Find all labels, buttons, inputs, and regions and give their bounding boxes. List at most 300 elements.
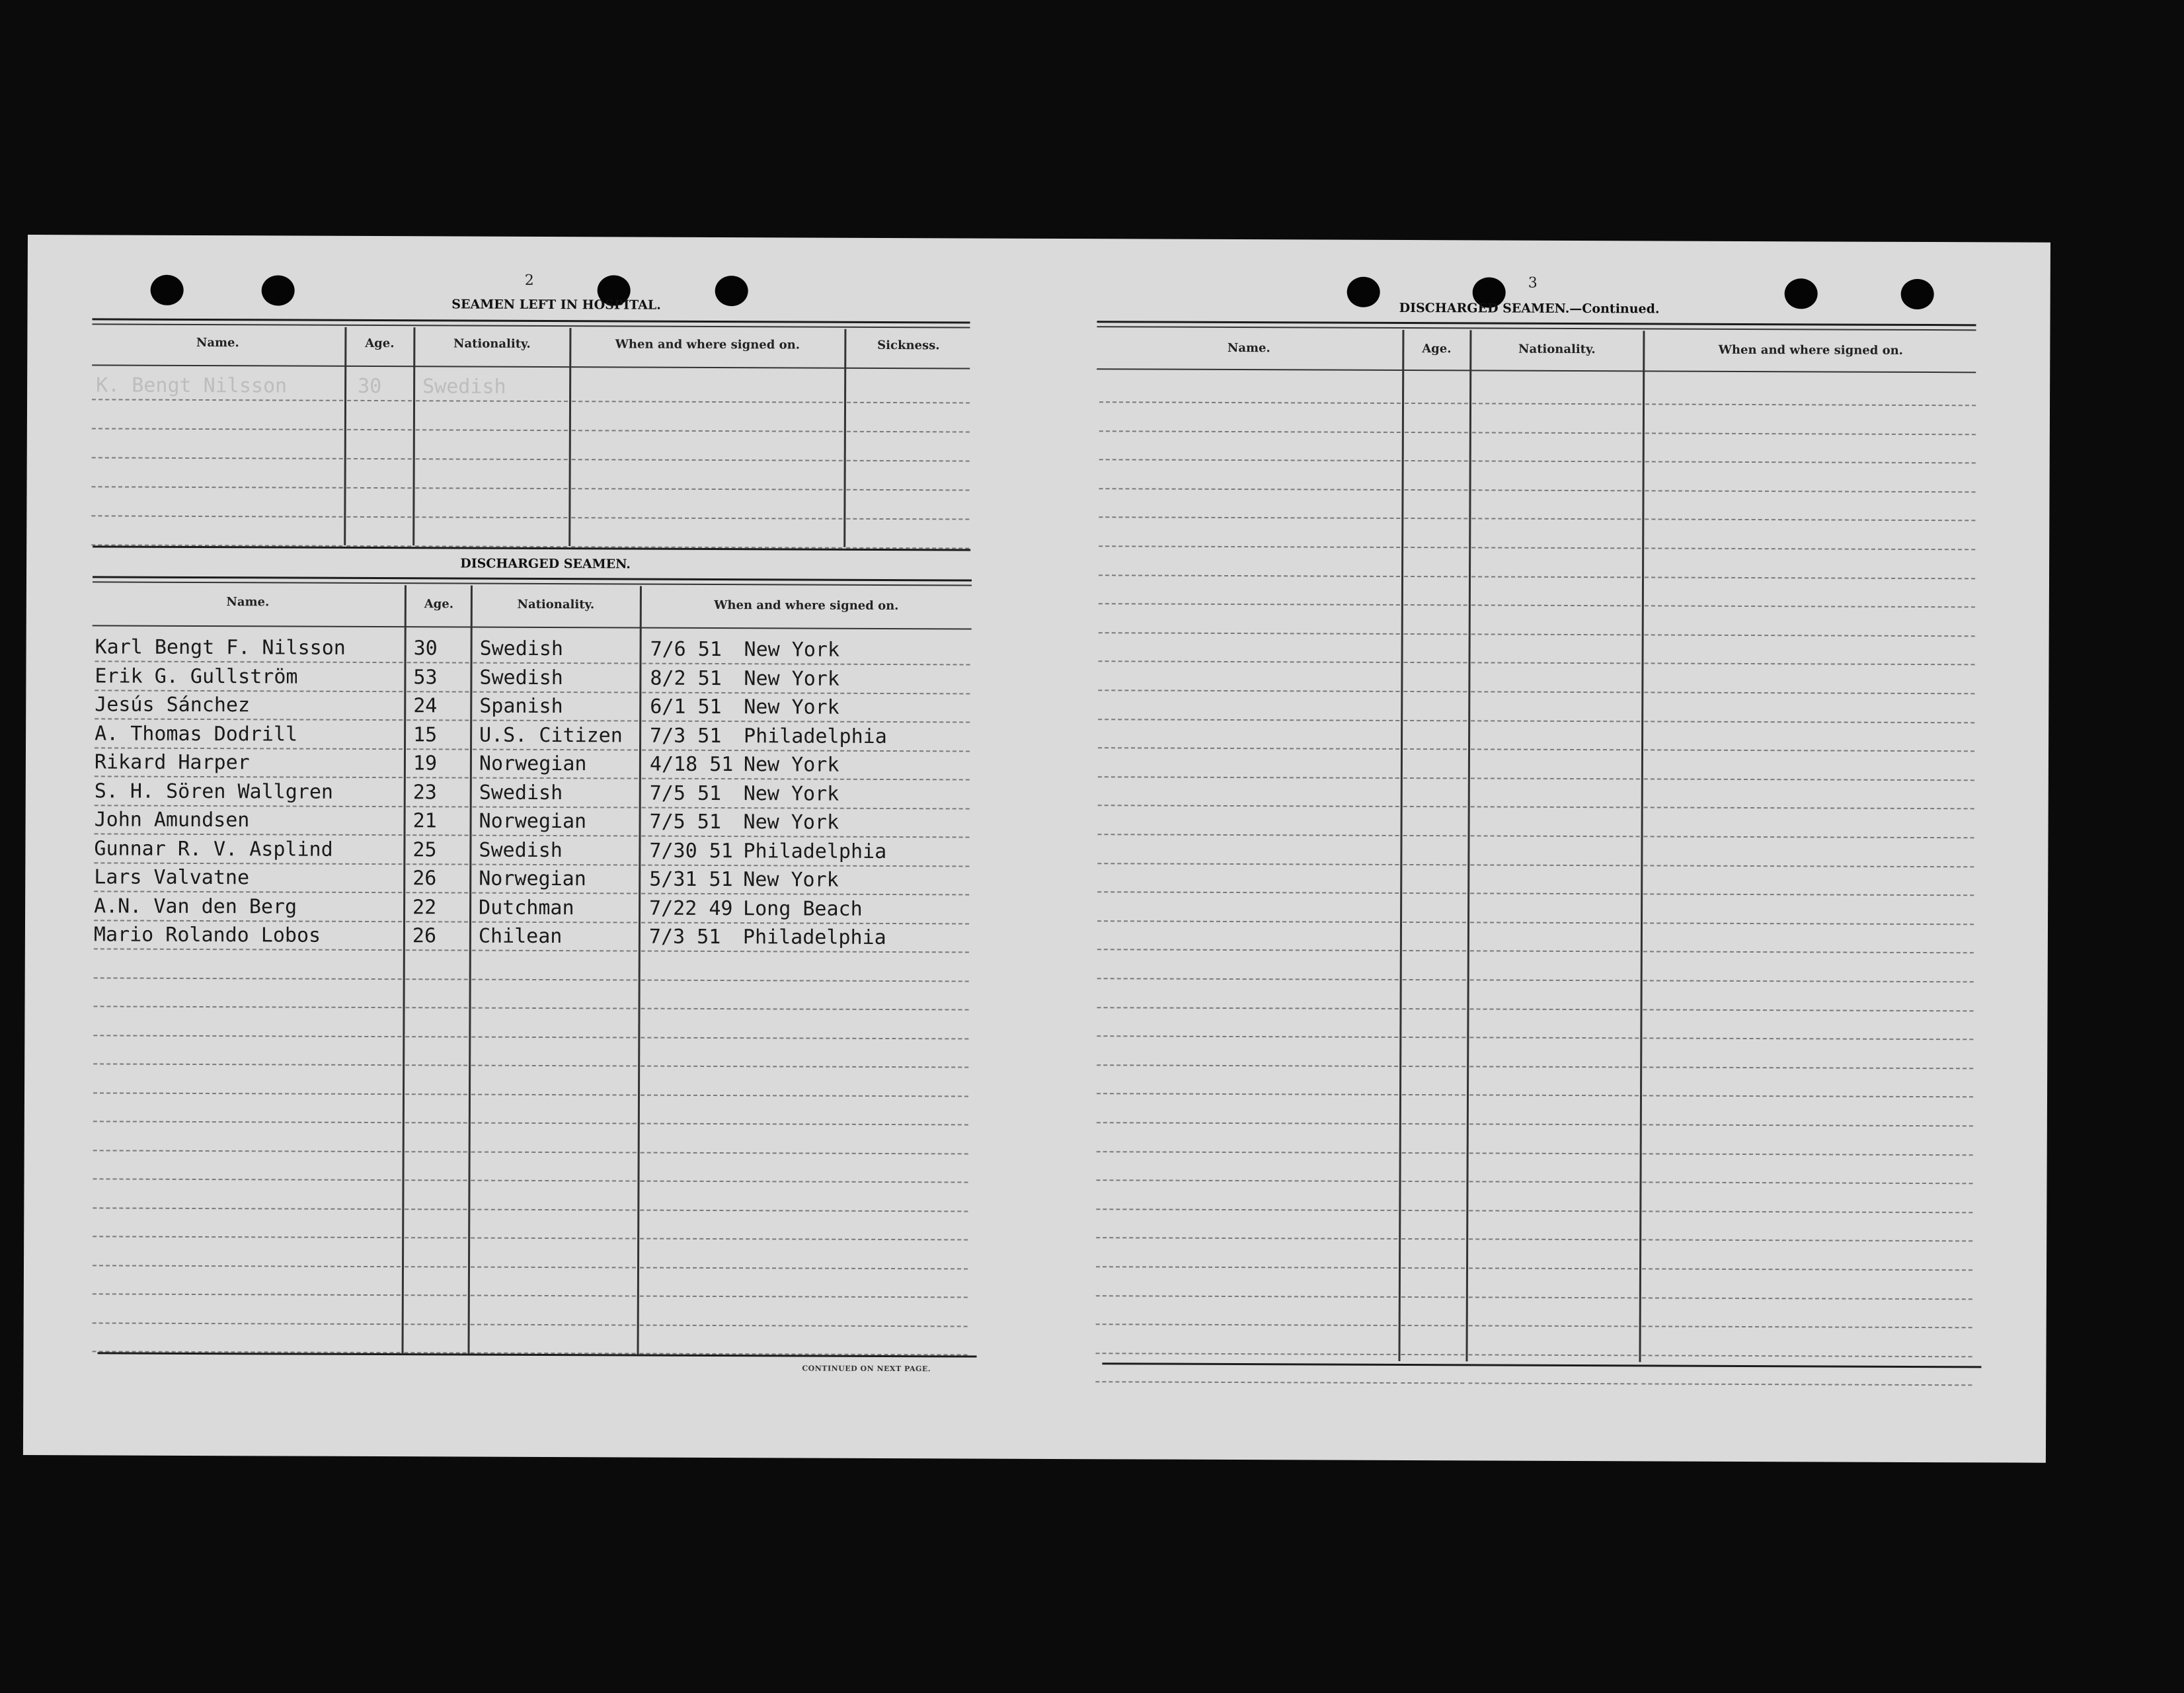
ruled-line — [1469, 1239, 1638, 1241]
ruled-line — [94, 1005, 402, 1008]
ruled-line — [472, 978, 637, 980]
punch-hole — [262, 275, 295, 305]
ruled-line — [640, 1324, 968, 1327]
ruled-line — [1404, 662, 1467, 663]
signed-on-place: New York — [744, 695, 839, 719]
ruled-line — [1401, 1354, 1465, 1355]
ruled-line — [846, 518, 969, 520]
ruled-line — [1644, 807, 1974, 810]
ruled-line — [572, 488, 843, 491]
ruled-line — [473, 835, 638, 837]
column-header-name: Name. — [1227, 340, 1270, 356]
seaman-nationality: Swedish — [479, 838, 563, 862]
ruled-line — [472, 863, 637, 865]
ruled-line — [407, 806, 469, 807]
ruled-line — [1097, 1151, 1398, 1154]
section-rule — [93, 576, 972, 581]
ruled-line — [641, 951, 969, 953]
ruled-line — [472, 1007, 637, 1009]
hospital-ruled-lines — [28, 235, 2050, 243]
column-divider — [1639, 331, 1645, 1362]
signed-on-place: New York — [743, 781, 839, 806]
ruled-line — [642, 807, 970, 809]
ruled-line — [93, 1035, 401, 1037]
punch-hole — [1901, 279, 1934, 309]
ruled-line — [572, 459, 843, 461]
signed-on-date: 7/3 51 — [648, 925, 721, 949]
ruled-line — [642, 691, 970, 694]
seaman-nationality: Dutchman — [479, 896, 574, 920]
ruled-line — [1403, 1008, 1466, 1009]
seaman-name: S. H. Sören Wallgren — [94, 779, 334, 804]
ruled-line — [1643, 865, 1974, 867]
ruled-line — [1643, 1095, 1973, 1098]
ruled-line — [1644, 721, 1974, 723]
ruled-line — [641, 1066, 968, 1068]
ruled-line — [416, 458, 568, 460]
column-divider — [568, 328, 571, 546]
ruled-line — [847, 460, 970, 462]
ruled-line — [1641, 1384, 1972, 1386]
ruled-line — [1470, 922, 1639, 924]
ruled-line — [641, 1181, 968, 1183]
signed-on-place: New York — [743, 753, 839, 777]
punch-hole — [151, 275, 184, 305]
ruled-line — [405, 1122, 467, 1123]
ruled-line — [847, 489, 970, 491]
ruled-line — [1469, 1181, 1639, 1183]
ruled-line — [406, 1007, 468, 1008]
seaman-age: 15 — [413, 723, 438, 746]
ruled-line — [642, 778, 970, 781]
seaman-name: John Amundsen — [94, 808, 250, 832]
ruled-line — [1403, 691, 1467, 692]
page-number: 3 — [1528, 274, 1538, 292]
right-ruled-lines — [28, 235, 2050, 243]
ruled-line — [1645, 403, 1976, 406]
ruled-line — [641, 864, 969, 867]
ruled-line — [1470, 1008, 1639, 1010]
seaman-age: 26 — [412, 867, 437, 890]
ruled-line — [1643, 1182, 1973, 1185]
ruled-line — [1645, 461, 1976, 464]
ruled-line — [642, 749, 970, 752]
ruled-line — [93, 1207, 401, 1210]
ruled-line — [572, 401, 843, 403]
ruled-line — [93, 1121, 401, 1123]
ruled-line — [1405, 460, 1468, 461]
seaman-name: Gunnar R. V. Asplind — [94, 836, 333, 861]
column-header-age: Age. — [424, 597, 454, 611]
ruled-line — [1472, 461, 1641, 463]
ruled-line — [1645, 634, 1975, 637]
page-number: 2 — [524, 272, 534, 289]
ruled-line — [1096, 1295, 1397, 1298]
ruled-line — [405, 1064, 467, 1066]
ruled-line — [1404, 547, 1467, 548]
ruled-line — [1402, 1181, 1465, 1182]
ruled-line — [1401, 1382, 1464, 1384]
section-rule — [1097, 321, 1976, 326]
ruled-line — [1642, 1297, 1972, 1300]
ruled-line — [571, 517, 842, 520]
ruled-line — [1471, 605, 1641, 607]
column-header-nationality: Nationality. — [517, 597, 595, 612]
ruled-line — [1643, 1066, 1973, 1069]
signed-on-place: Philadelphia — [742, 925, 886, 949]
ruled-line — [572, 430, 843, 432]
ruled-line — [405, 1151, 467, 1152]
ruled-line — [93, 1293, 401, 1296]
seaman-name: Erik G. Gullström — [95, 664, 298, 689]
ruled-line — [93, 1092, 401, 1095]
signed-on-place: New York — [743, 810, 839, 834]
ruled-line — [95, 660, 403, 663]
ruled-line — [1472, 432, 1641, 434]
ruled-line — [1471, 547, 1641, 549]
ruled-line — [471, 1323, 636, 1325]
ruled-line — [93, 1063, 401, 1066]
ruled-line — [1099, 661, 1400, 664]
ruled-line — [641, 922, 969, 924]
ruled-line — [641, 1037, 968, 1039]
ruled-line — [407, 748, 469, 750]
ruled-line — [1472, 403, 1641, 405]
ruled-line — [1642, 1240, 1972, 1242]
ruled-line — [1470, 893, 1639, 895]
ruled-line — [1469, 1037, 1639, 1039]
seaman-nationality: Chilean — [478, 924, 563, 949]
signed-on-date: 6/1 51 — [650, 695, 722, 719]
ruled-line — [1099, 488, 1401, 491]
ruled-line — [405, 1208, 467, 1210]
ruled-line — [95, 718, 403, 721]
seaman-age: 22 — [412, 895, 437, 919]
ruled-line — [95, 747, 403, 750]
ruled-line — [1643, 980, 1974, 982]
ruled-line — [1097, 863, 1399, 865]
ruled-line — [1404, 633, 1467, 635]
ruled-line — [92, 457, 343, 459]
ruled-line — [93, 1178, 401, 1181]
ruled-line — [93, 1265, 401, 1267]
ruled-line — [1098, 834, 1399, 836]
ruled-line — [1099, 517, 1400, 520]
seaman-name: Mario Rolando Lobos — [93, 923, 321, 947]
ruled-line — [406, 921, 468, 922]
ruled-line — [347, 487, 412, 489]
ruled-line — [641, 1094, 968, 1097]
ruled-line — [1097, 1179, 1398, 1182]
ruled-line — [1645, 663, 1975, 666]
ruled-line — [92, 428, 343, 430]
ruled-line — [847, 402, 970, 404]
ruled-line — [473, 806, 638, 808]
ruled-line — [406, 892, 468, 893]
ruled-line — [1644, 836, 1974, 838]
column-divider — [1465, 330, 1471, 1361]
ruled-line — [472, 892, 637, 894]
ruled-line — [95, 805, 403, 807]
ruled-line — [1642, 1355, 1972, 1357]
seaman-age: 30 — [413, 637, 438, 660]
ruled-line — [1097, 1093, 1398, 1096]
ruled-line — [1471, 662, 1641, 664]
ruled-line — [473, 777, 638, 779]
ruled-line — [1645, 490, 1976, 492]
hospital-entry-nationality: Swedish — [422, 375, 506, 399]
signed-on-date: 7/22 49 — [649, 896, 733, 920]
ruled-line — [406, 978, 468, 980]
ruled-line — [1471, 576, 1641, 578]
seaman-name: A. Thomas Dodrill — [95, 721, 298, 746]
ruled-line — [641, 979, 969, 982]
ruled-line — [1403, 835, 1467, 836]
ruled-line — [407, 834, 469, 836]
seaman-age: 24 — [413, 694, 438, 718]
ruled-line — [1402, 1037, 1465, 1038]
punch-hole — [715, 276, 748, 306]
ruled-line — [1472, 489, 1641, 491]
ruled-line — [407, 777, 469, 778]
ruled-line — [1099, 459, 1401, 461]
ruled-line — [1099, 574, 1400, 577]
signed-on-place: New York — [744, 638, 840, 662]
ruled-line — [1645, 519, 1975, 522]
column-header-signed-on: When and where signed on. — [615, 337, 800, 352]
seaman-nationality: Swedish — [479, 666, 563, 689]
ruled-line — [1471, 691, 1640, 693]
ruled-line — [1645, 576, 1975, 579]
ruled-line — [347, 458, 412, 459]
ruled-line — [1404, 518, 1467, 519]
ruled-line — [94, 890, 402, 893]
section-rule — [93, 581, 972, 586]
ruled-line — [1405, 432, 1468, 433]
ruled-line — [1642, 1268, 1972, 1271]
column-header-sickness: Sickness. — [877, 338, 940, 353]
ruled-line — [1645, 547, 1975, 550]
ruled-line — [1470, 951, 1639, 953]
continued-note: CONTINUED ON NEXT PAGE. — [802, 1364, 931, 1374]
ruled-line — [1403, 806, 1467, 807]
seaman-nationality: Norwegian — [479, 867, 586, 891]
ruled-line — [471, 1266, 636, 1268]
seaman-nationality: U.S. Citizen — [479, 723, 623, 747]
ruled-line — [416, 487, 568, 489]
ruled-line — [415, 516, 567, 518]
ruled-line — [93, 1150, 401, 1152]
seaman-name: A.N. Van den Berg — [94, 894, 297, 919]
column-header-name: Name. — [226, 595, 270, 610]
ruled-line — [1644, 691, 1974, 694]
signed-on-place: Philadelphia — [744, 724, 887, 748]
column-header-age: Age. — [1422, 342, 1452, 356]
ruled-line — [405, 1093, 467, 1095]
ruled-line — [1401, 1296, 1465, 1298]
ruled-line — [406, 949, 468, 951]
ruled-line — [1097, 1122, 1398, 1124]
ruled-line — [1403, 748, 1467, 750]
ruled-line — [1098, 689, 1399, 692]
ruled-line — [1643, 951, 1974, 954]
ruled-line — [471, 1065, 637, 1067]
ruled-line — [1097, 891, 1399, 894]
ruled-line — [1405, 403, 1468, 404]
ruled-line — [1643, 1124, 1973, 1126]
ruled-line — [1645, 432, 1976, 435]
ruled-line — [1099, 430, 1401, 433]
column-header-nationality: Nationality. — [453, 336, 531, 351]
ruled-line — [405, 1323, 467, 1325]
ruled-line — [473, 748, 638, 750]
ruled-line — [847, 431, 970, 433]
ruled-line — [473, 720, 638, 722]
ruled-line — [92, 399, 343, 401]
seaman-name: Lars Valvatne — [94, 865, 250, 890]
section-rule — [93, 318, 970, 323]
ruled-line — [1643, 1038, 1973, 1041]
column-header-name: Name. — [196, 335, 239, 350]
section-rule — [1097, 326, 1976, 331]
seaman-age: 53 — [413, 665, 438, 689]
ruled-line — [1404, 576, 1467, 577]
ruled-line — [1469, 1095, 1639, 1097]
ruled-line — [473, 691, 638, 693]
ruled-line — [405, 1266, 467, 1267]
ruled-line — [94, 920, 402, 922]
ruled-line — [1468, 1383, 1637, 1385]
ruled-line — [1401, 1238, 1465, 1240]
ruled-line — [347, 400, 412, 401]
ruled-line — [1469, 1325, 1638, 1327]
ruled-line — [1098, 805, 1399, 808]
column-divider — [344, 327, 346, 545]
header-rule — [92, 364, 970, 369]
ruled-line — [1405, 489, 1468, 491]
ruled-line — [1099, 603, 1400, 606]
ruled-line — [1096, 1266, 1397, 1269]
signed-on-date: 7/30 51 — [649, 839, 733, 863]
ruled-line — [471, 1238, 636, 1240]
ruled-line — [1469, 1123, 1639, 1125]
punch-hole — [1347, 277, 1380, 307]
ruled-line — [1470, 864, 1639, 866]
ruled-line — [95, 833, 403, 836]
ruled-line — [1403, 922, 1466, 923]
ruled-line — [1643, 1009, 1974, 1011]
seaman-age: 26 — [412, 924, 437, 948]
ruled-line — [1099, 401, 1401, 404]
ruled-line — [1099, 632, 1400, 635]
ruled-line — [407, 719, 469, 721]
ruled-line — [471, 1180, 637, 1182]
signed-on-date: 5/31 51 — [649, 867, 733, 892]
ruled-line — [347, 429, 412, 430]
ruled-line — [1471, 835, 1640, 837]
column-divider — [1398, 330, 1404, 1361]
signed-on-date: 7/5 51 — [649, 781, 722, 805]
ruled-line — [1097, 1035, 1398, 1038]
seaman-age: 19 — [412, 752, 438, 775]
ruled-line — [1097, 1064, 1398, 1067]
section-rule — [92, 323, 970, 328]
ruled-line — [1097, 1007, 1399, 1009]
seaman-nationality: Swedish — [479, 637, 564, 661]
column-header-nationality: Nationality. — [1518, 342, 1596, 357]
section-rule — [1102, 1362, 1981, 1368]
ruled-line — [1471, 720, 1640, 722]
signed-on-date: 7/3 51 — [650, 724, 722, 748]
ruled-line — [1401, 1210, 1465, 1211]
ruled-line — [1643, 922, 1974, 925]
seaman-nationality: Swedish — [479, 781, 563, 805]
ruled-line — [471, 1122, 637, 1124]
ruled-line — [92, 486, 343, 488]
ruled-line — [1403, 950, 1466, 951]
ruled-line — [405, 1036, 467, 1037]
signed-on-place: Philadelphia — [743, 839, 887, 863]
header-rule — [1097, 368, 1976, 373]
ruled-line — [1098, 747, 1399, 750]
seaman-name: Jesús Sánchez — [95, 693, 251, 717]
ruled-line — [1644, 778, 1974, 781]
ruled-line — [472, 921, 637, 923]
ruled-line — [94, 977, 402, 980]
ruled-line — [405, 1294, 467, 1296]
seaman-name: Rikard Harper — [94, 750, 250, 775]
signed-on-date: 7/5 51 — [649, 810, 722, 834]
ruled-line — [1096, 1238, 1397, 1240]
ruled-line — [1401, 1267, 1465, 1269]
signed-on-place: New York — [744, 666, 839, 691]
ruled-line — [1471, 633, 1641, 635]
ruled-line — [1401, 1325, 1465, 1326]
hospital-entry-age: 30 — [358, 374, 382, 399]
ruled-line — [1642, 1210, 1972, 1213]
ruled-line — [641, 1123, 968, 1126]
seaman-age: 25 — [412, 838, 437, 861]
ruled-line — [1469, 1210, 1638, 1212]
ruled-line — [95, 689, 403, 692]
ruled-line — [91, 515, 342, 517]
ruled-line — [1471, 518, 1641, 520]
ruled-line — [1402, 1123, 1465, 1124]
ruled-line — [1099, 545, 1400, 548]
ruled-line — [407, 691, 469, 692]
ruled-line — [407, 662, 469, 663]
seaman-nationality: Norwegian — [479, 809, 587, 834]
signed-on-date: 7/6 51 — [650, 637, 722, 662]
ruled-line — [94, 948, 402, 951]
ruled-line — [1403, 979, 1466, 980]
ruled-line — [641, 1152, 968, 1154]
ruled-line — [1404, 604, 1467, 606]
seaman-age: 23 — [412, 780, 437, 804]
ruled-line — [1402, 1152, 1465, 1154]
ruled-line — [1471, 807, 1640, 808]
punch-hole — [1785, 278, 1818, 309]
hospital-section-title: SEAMEN LEFT IN HOSPITAL. — [451, 297, 661, 313]
ruled-line — [1402, 1094, 1465, 1095]
ruled-line — [1470, 979, 1639, 981]
seaman-age: 21 — [412, 809, 437, 833]
ruled-line — [1403, 720, 1467, 721]
ruled-line — [1642, 1326, 1972, 1329]
hospital-entry-name: K. Bengt Nilsson — [96, 374, 288, 398]
ruled-line — [346, 516, 411, 518]
ruled-line — [1643, 894, 1974, 896]
